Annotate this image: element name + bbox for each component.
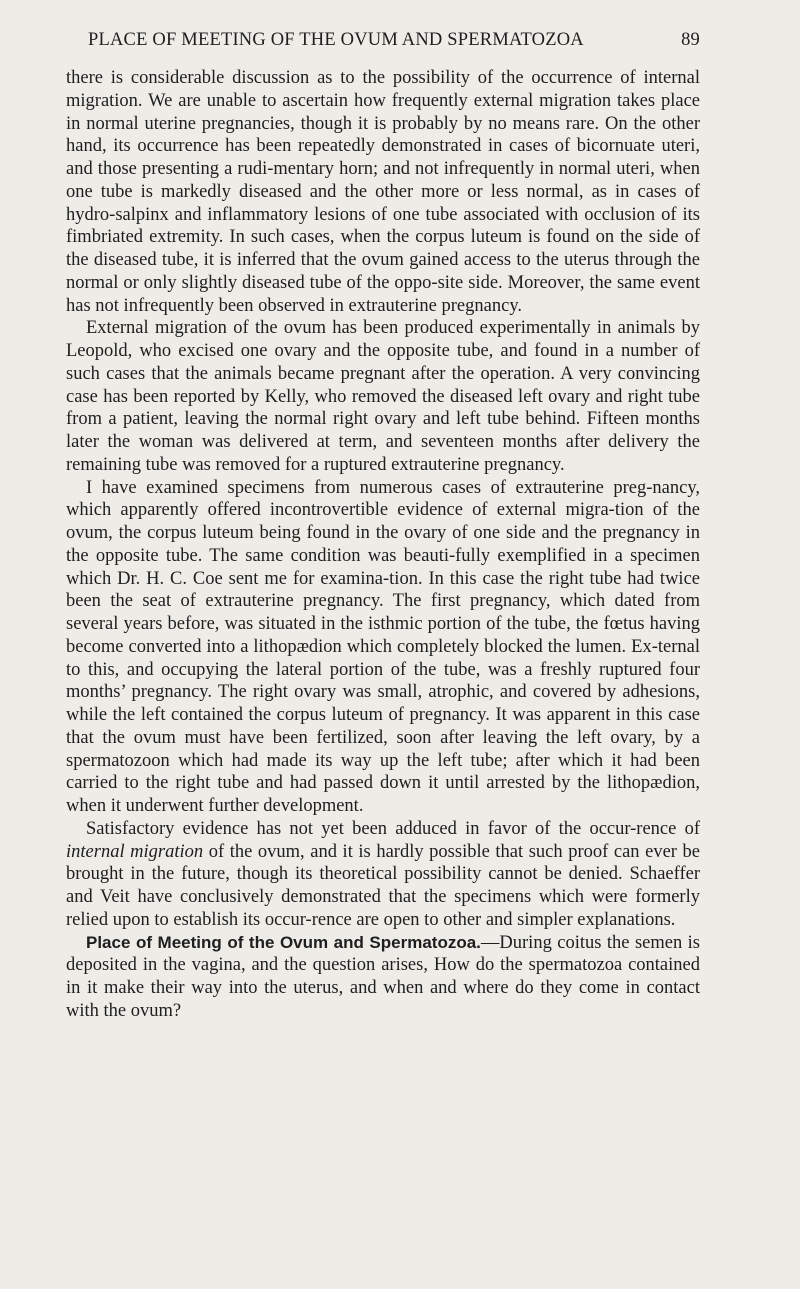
- paragraph-1: there is considerable discussion as to the possibility of the occurrence of internal migration. We are unable to ascertain how frequently external migration takes place in normal uterine pregnancies, though it is probably by no means rare. On the other hand, its occurrence has been repeatedly demonstrated in cases of bicornuate uteri, and those presenting a rudi-mentary horn; and not infrequently in normal uteri, when one tube is markedly diseased and the other more or less normal, as in cases of hydro-salpinx and inflammatory lesions of one tube associated with occlusion of its fimbriated extremity. In such cases, when the corpus luteum is found on the side of the diseased tube, it is inferred that the ovum gained access to the uterus through the normal or only slightly diseased tube of the oppo-site side. Moreover, the same event has not infrequently been observed in extrauterine pregnancy.: [66, 68, 700, 316]
- paragraph-3: I have examined specimens from numerous cases of extrauterine preg-nancy, which apparently offered incontrovertible evidence of external migra-tion of the ovum, the corpus luteum being found in the ovary of one side and the pregnancy in the opposite tube. The same condition was beauti-fully exemplified in a specimen which Dr. H. C. Coe sent me for examina-tion. In this case the right tube had twice been the seat of extrauterine pregnancy. The first pregnancy, which dated from several years before, was situated in the isthmic portion of the tube, the fœtus having become converted into a lithopædion which completely blocked the lumen. Ex-ternal to this, and occupying the lateral portion of the tube, was a freshly ruptured four months’ pregnancy. The right ovary was small, atrophic, and covered by adhesions, while the left contained the corpus luteum of pregnancy. It was apparent in this case that the ovum must have been fertilized, soon after leaving the left ovary, by a spermatozoon which had made its way up the left tube; after which it had been carried to the right tube and had passed down it until arrested by the lithopædion, when it underwent further development.: [66, 477, 700, 816]
- paragraph-4-after: of the ovum, and it is hardly possible that such proof can ever be brought in the future, though its theoretical possibility cannot be denied. Schaeffer and Veit have conclusively demonstrated that the specimens which were formerly relied upon to establish its occur-rence are open to other and simpler explanations.: [66, 841, 701, 930]
- paragraph-5: [66, 932, 700, 1023]
- paragraph-4-before: Satisfactory evidence has not yet been adduced in favor of the occur-rence of: [86, 818, 700, 839]
- page-header: [66, 30, 700, 58]
- body-text: [66, 67, 700, 1023]
- internal-migration-emphasis: internal migration: [66, 841, 204, 862]
- section-run-in-heading: Place of Meeting of the Ovum and Spermatozoa.: [86, 932, 481, 952]
- running-title: PLACE OF MEETING OF THE OVUM AND SPERMATOZOA: [88, 30, 584, 50]
- paragraph-5-text: —During coitus the semen is deposited in the vagina, and the question arises, How do the spermatozoa contained in it make their way into the uterus, and when and where do they come in contact with the ovum?: [66, 932, 700, 1021]
- page-number: 89: [681, 30, 700, 50]
- paragraph-2: External migration of the ovum has been produced experimentally in animals by Leopold, who excised one ovary and the opposite tube, and found in a number of such cases that the animals became pregnant after the operation. A very convincing case has been reported by Kelly, who removed the diseased left ovary and right tube from a patient, leaving the normal right ovary and left tube behind. Fifteen months later the woman was delivered at term, and seventeen months after delivery the remaining tube was removed for a ruptured extrauterine pregnancy.: [66, 318, 700, 475]
- paragraph-4: [66, 818, 700, 932]
